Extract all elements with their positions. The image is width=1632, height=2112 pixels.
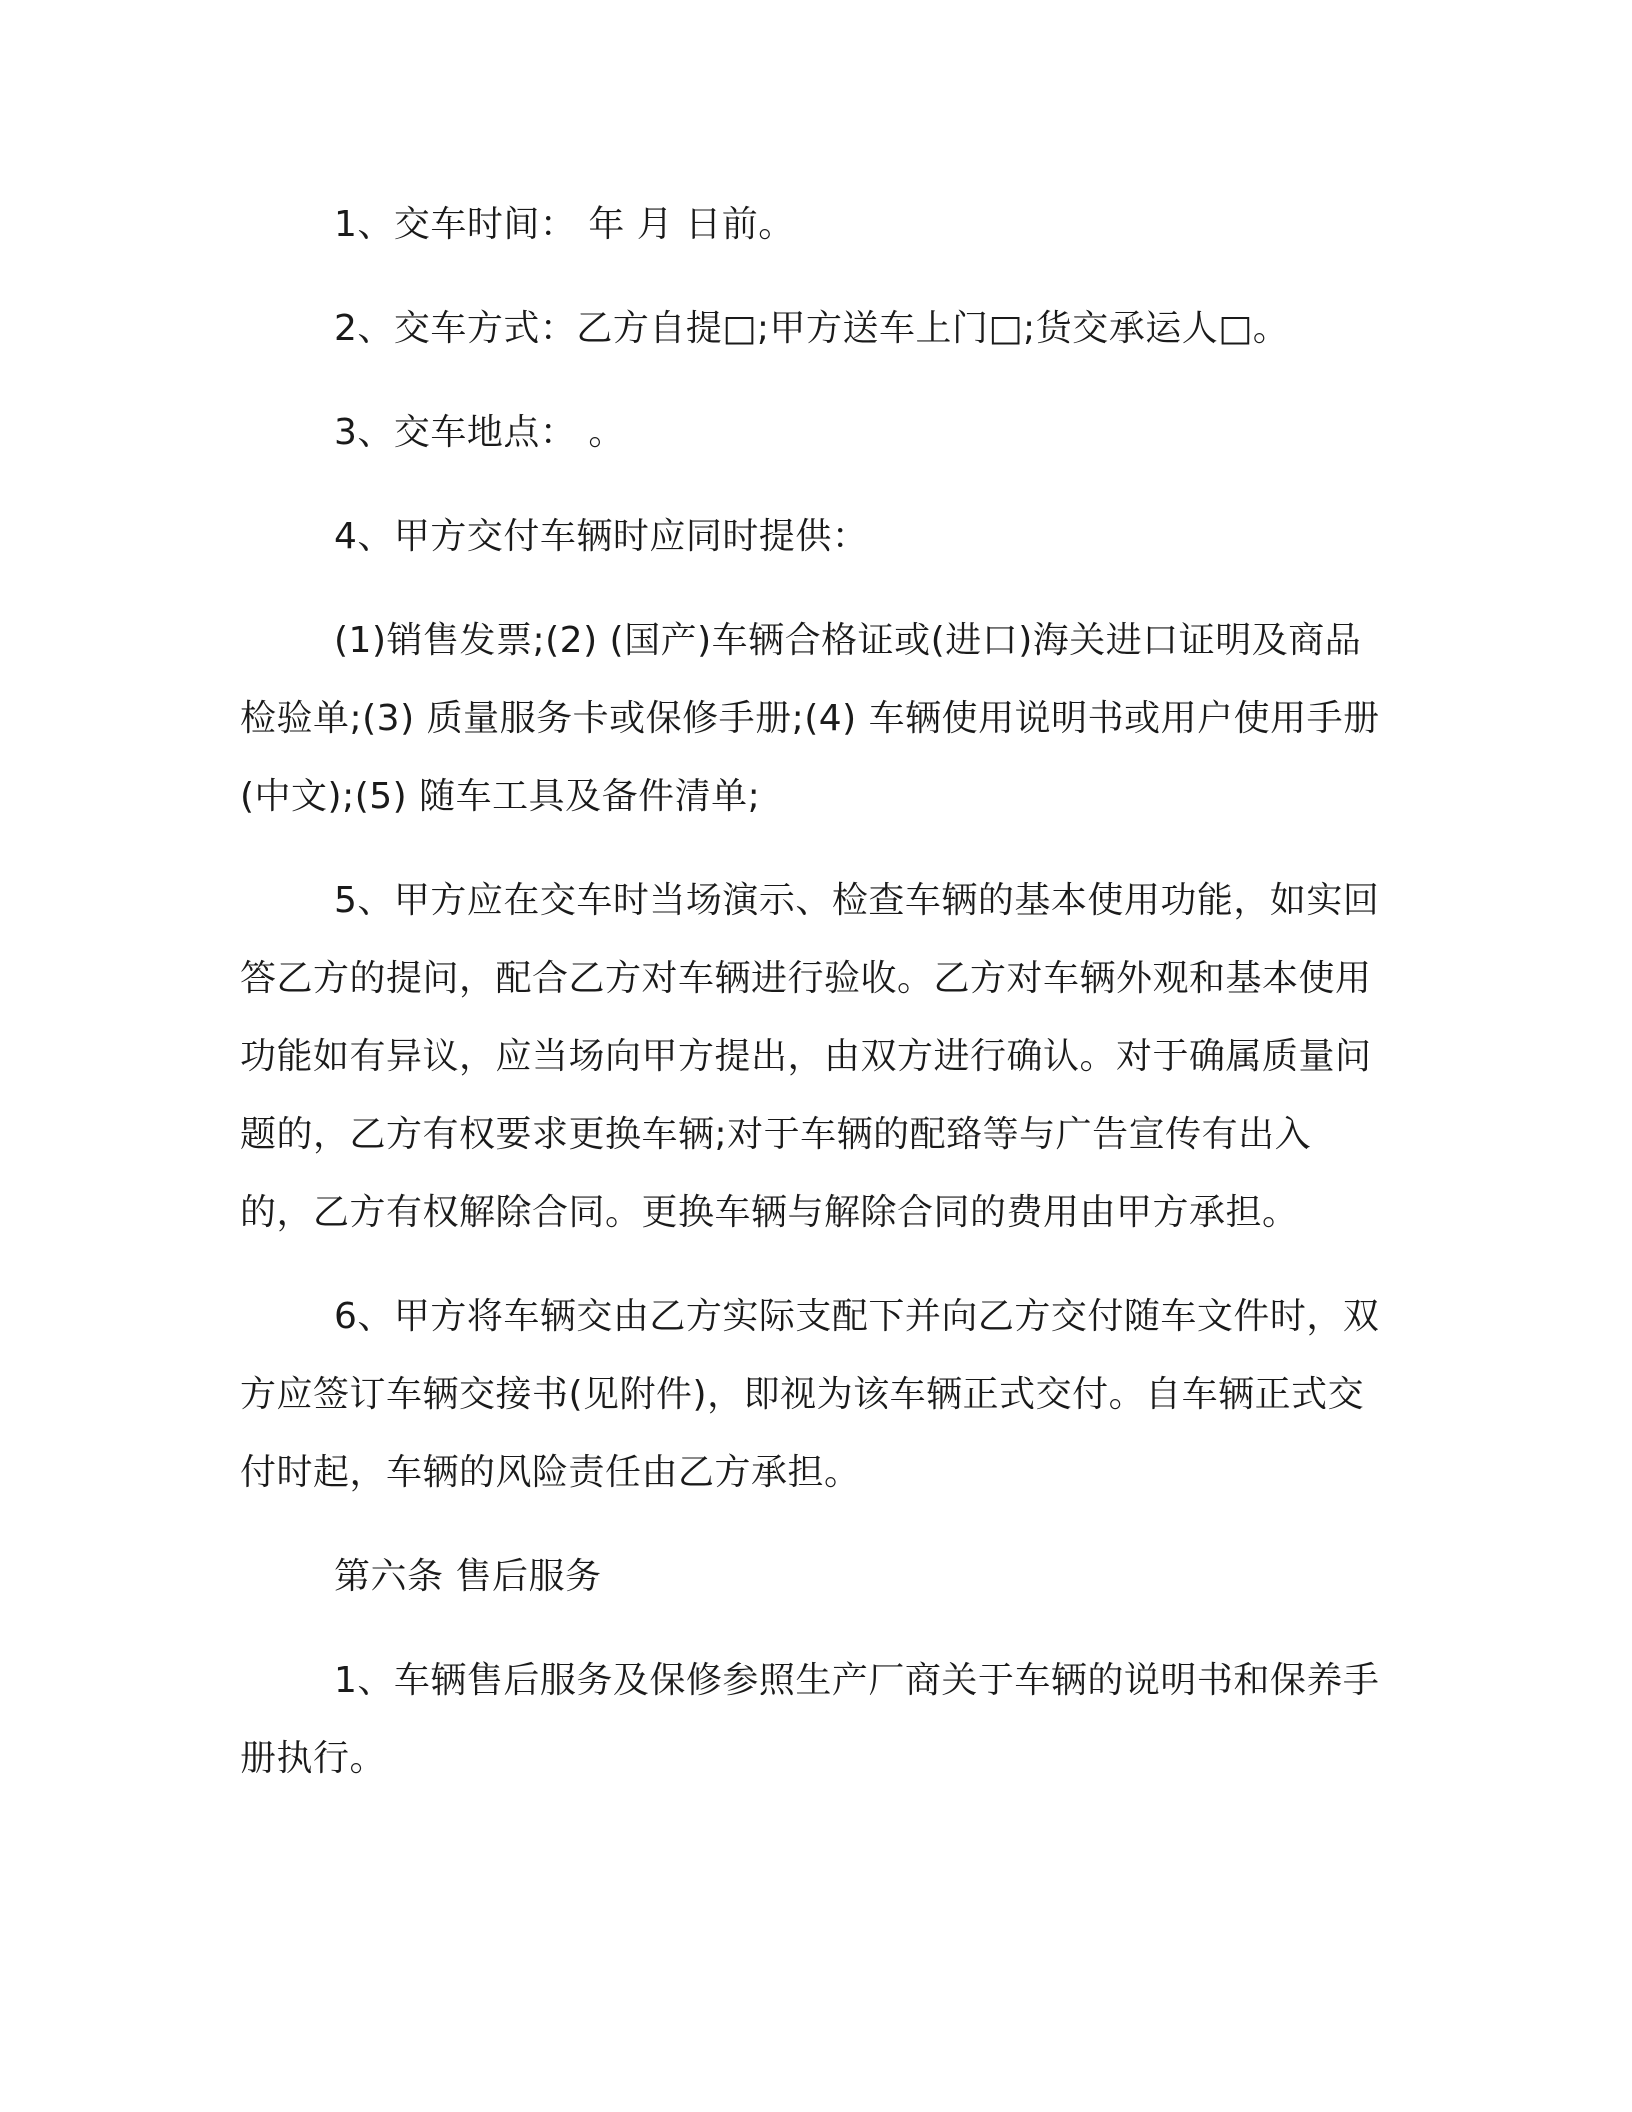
document-body bbox=[240, 186, 1380, 1798]
handover-clause: 6、甲方将车辆交由乙方实际支配下并向乙方交付随车文件时，双方应签订车辆交接书(见附件)，即视为该车辆正式交付。自车辆正式交付时起，车辆的风险责任由乙方承担。 bbox=[240, 1296, 1380, 1493]
inspection-clause: 5、甲方应在交车时当场演示、检查车辆的基本使用功能，如实回答乙方的提问，配合乙方对车辆进行验收。乙方对车辆外观和基本使用功能如有异议，应当场向甲方提出，由双方进行确认。对于确属质量问题的，乙方有权要求更换车辆;对于车辆的配臵等与广告宣传有出入的，乙方有权解除合同。更换车辆与解除合同的费用由甲方承担。 bbox=[240, 880, 1380, 1233]
after-sales-clause: 1、车辆售后服务及保修参照生产厂商关于车辆的说明书和保养手册执行。 bbox=[240, 1660, 1380, 1779]
section-heading: 第六条 售后服务 bbox=[334, 1556, 602, 1597]
delivery-method-clause: 2、交车方式：乙方自提□;甲方送车上门□;货交承运人□。 bbox=[334, 308, 1290, 349]
delivery-location-clause: 3、交车地点： 。 bbox=[334, 412, 625, 453]
delivery-documents-clause: 4、甲方交付车辆时应同时提供： bbox=[334, 516, 869, 557]
delivery-documents-list: (1)销售发票;(2) (国产)车辆合格证或(进口)海关进口证明及商品检验单;(3) 质量服务卡或保修手册;(4) 车辆使用说明书或用户使用手册(中文);(5) 随车工具及备件清单; bbox=[240, 620, 1380, 817]
delivery-time-clause: 1、交车时间： 年 月 日前。 bbox=[334, 204, 795, 245]
